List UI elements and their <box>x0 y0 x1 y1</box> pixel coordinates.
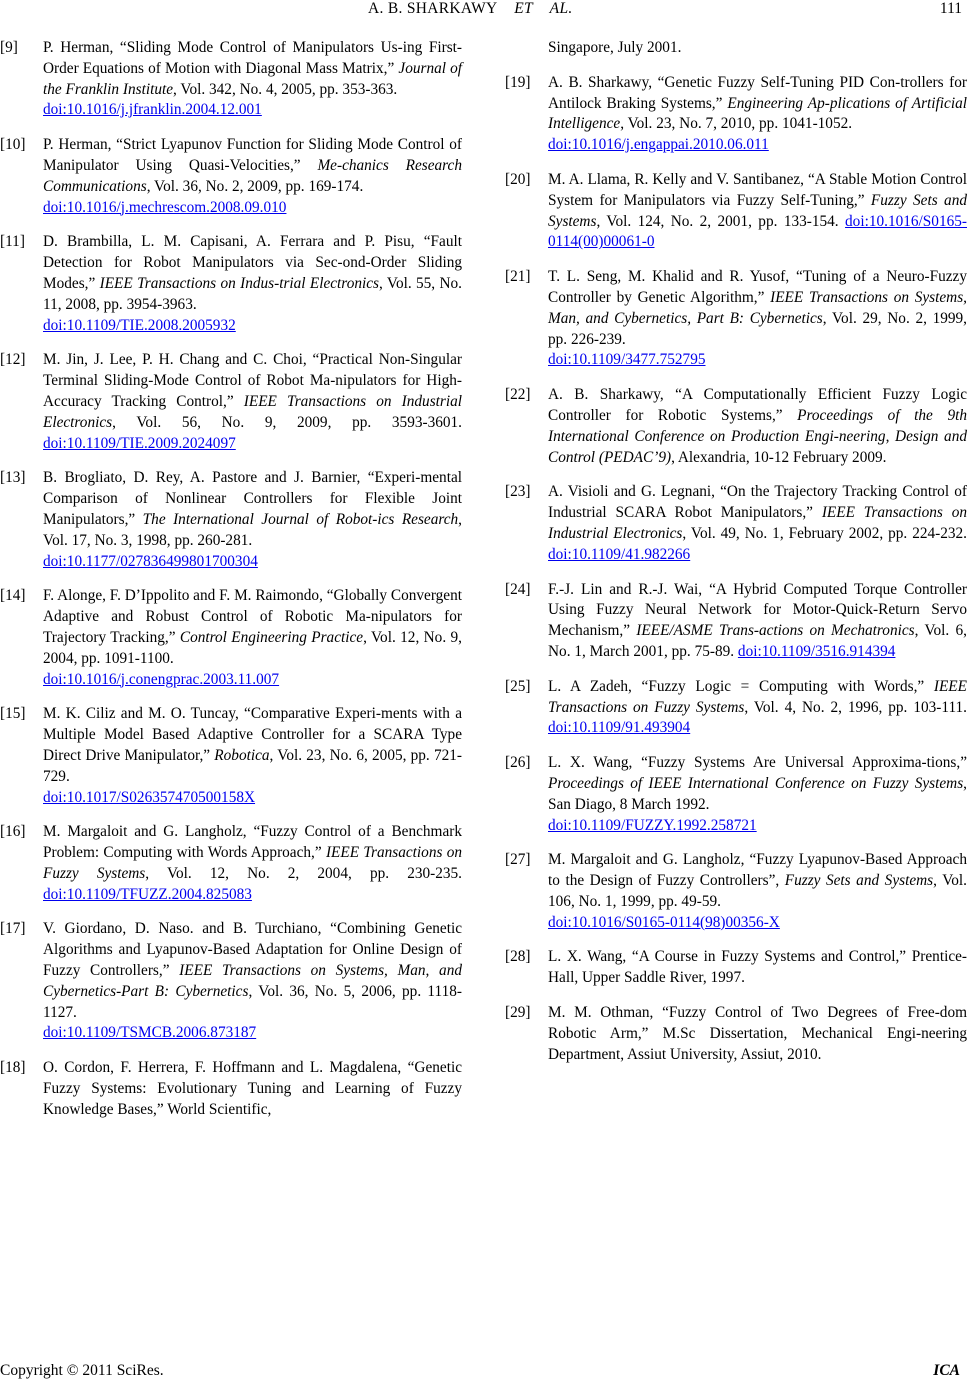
reference-details: , Vol. 124, No. 2, 2001, pp. 133-154. <box>596 212 846 230</box>
reference-text: V. Giordano, D. Naso. and B. Turchiano, “Combining Genetic Algorithms and Lyapunov-Based Adaptation for Online Design of Fuzzy Controllers,” <box>43 920 462 980</box>
reference-number: [27] <box>505 851 531 869</box>
reference-text: M. K. Ciliz and M. O. Tuncay, “Comparative Experi-ments with a Multiple Model Based Adaptive Controller for a SCARA Type Direct Drive Manipulator,” <box>43 705 462 764</box>
reference-text: M. A. Llama, R. Kelly and V. Santibanez, “A Stable Motion Control System for Manipulators via Fuzzy Self-Tuning,” <box>548 170 967 209</box>
reference-text: P. Herman, “Strict Lyapunov Function for Sliding Mode Control of Manipulator Using Quasi-Velocities,” <box>43 136 462 174</box>
reference-text: Singapore, July 2001. <box>548 39 682 56</box>
reference-number: [13] <box>0 469 26 487</box>
reference-text: M. M. Othman, “Fuzzy Control of Two Degrees of Free-dom Robotic Arm,” M.Sc Dissertation, Mechanical Engi-neering Department, Assiut University, Assiut, 2010. <box>548 1004 967 1063</box>
et-text: ET <box>514 0 533 17</box>
page-number: 111 <box>939 0 962 17</box>
doi-link[interactable]: doi:10.1016/S0165-0114(00)00061-0 <box>548 212 967 251</box>
reference-details: , Vol. 6, No. 1, March 2001, pp. 75-89. <box>548 622 968 660</box>
reference-entry <box>0 232 462 336</box>
reference-text: P. Herman, “Sliding Mode Control of Manipulators Us-ing First-Order Equations of Motion with Diagonal Mass Matrix,” <box>43 39 462 77</box>
reference-details: , Alexandria, 10-12 February 2009. <box>671 448 887 466</box>
doi-link[interactable]: doi:10.1016/j.engappai.2010.06.011 <box>548 136 769 154</box>
reference-number: [11] <box>0 233 25 251</box>
reference-number: [12] <box>0 351 26 369</box>
reference-text: L. A Zadeh, “Fuzzy Logic = Computing with Words,” <box>548 677 934 695</box>
reference-number: [19] <box>505 73 531 91</box>
reference-details: , Vol. 23, No. 6, 2005, pp. 721-729. <box>43 746 463 785</box>
reference-source: Proceedings of IEEE International Conference on Fuzzy Systems <box>548 774 964 792</box>
reference-source: IEEE Transactions on Systems, Man, and Cybernetics, Part B: Cybernetics <box>548 288 967 327</box>
doi-link[interactable]: doi:10.1109/3477.752795 <box>548 351 706 369</box>
reference-text: M. Margaloit and G. Langholz, “Fuzzy Control of a Benchmark Problem: Computing with Words Approach,” <box>43 823 462 862</box>
reference-number: [10] <box>0 136 26 154</box>
doi-link[interactable]: doi:10.1016/j.mechrescom.2008.09.010 <box>43 198 287 216</box>
reference-entry <box>505 170 967 253</box>
reference-number: [18] <box>0 1059 26 1077</box>
doi-link[interactable]: doi:10.1109/TSMCB.2006.873187 <box>43 1024 257 1042</box>
reference-number: [16] <box>0 823 26 841</box>
doi-link[interactable]: doi:10.1017/S026357470500158X <box>43 788 256 806</box>
reference-number: [21] <box>505 268 531 286</box>
reference-number: [26] <box>505 754 531 772</box>
reference-entry <box>505 385 967 468</box>
reference-number: [22] <box>505 386 531 404</box>
reference-entry <box>505 38 967 59</box>
reference-details: , Vol. 4, No. 2, 1996, pp. 103-111. <box>744 698 967 716</box>
reference-source: Fuzzy Sets and Systems <box>548 191 967 230</box>
doi-link[interactable]: doi:10.1016/S0165-0114(98)00356-X <box>548 913 780 931</box>
reference-source: IEEE Transactions on Indus-trial Electronics <box>99 274 379 292</box>
reference-text: F. Alonge, F. D’Ippolito and F. M. Raimondo, “Globally Convergent Adaptive and Robust Control of Robotic Ma-nipulators for Trajectory Tracking,” <box>43 587 462 646</box>
reference-text: D. Brambilla, L. M. Capisani, A. Ferrara and P. Pisu, “Fault Detection for Robot Manipulators via Sec-ond-Order Sliding Modes,” <box>43 233 462 292</box>
reference-number: [24] <box>505 580 531 598</box>
reference-details: , Vol. 23, No. 7, 2010, pp. 1041-1052. <box>620 115 853 133</box>
reference-details: , Vol. 36, No. 5, 2006, pp. 1118-1127. <box>43 982 462 1021</box>
reference-entry <box>505 267 967 371</box>
reference-text: T. L. Seng, M. Khalid and R. Yusof, “Tuning of a Neuro-Fuzzy Controller by Genetic Algorithm,” <box>548 268 967 306</box>
reference-details: , Vol. 106, No. 1, 1999, pp. 49-59. <box>548 872 967 910</box>
reference-entry <box>505 580 967 663</box>
reference-entry <box>505 947 967 989</box>
reference-source: IEEE Transactions on Systems, Man, and Cybernetics-Part B: Cybernetics <box>43 962 462 1000</box>
reference-entry <box>505 850 967 933</box>
running-title <box>368 0 573 18</box>
al-text: AL. <box>549 0 573 17</box>
reference-entry <box>505 1003 967 1065</box>
reference-number: [14] <box>0 587 26 605</box>
reference-text: M. Margaloit and G. Langholz, “Fuzzy Lyapunov-Based Approach to the Design of Fuzzy Controllers”, <box>548 851 967 890</box>
reference-number: [23] <box>505 483 531 501</box>
doi-link[interactable]: doi:10.1016/j.conengprac.2003.11.007 <box>43 670 280 688</box>
reference-number: [28] <box>505 948 531 966</box>
reference-text: L. X. Wang, “A Course in Fuzzy Systems and Control,” Prentice-Hall, Upper Saddle River, 1997. <box>548 948 967 987</box>
reference-entry <box>0 704 462 808</box>
reference-details: , Vol. 12, No. 9, 2004, pp. 1091-1100. <box>43 628 462 667</box>
reference-number: [20] <box>505 170 531 188</box>
reference-entry <box>0 822 462 905</box>
reference-number: [29] <box>505 1004 531 1022</box>
reference-entry <box>505 482 967 565</box>
reference-entry <box>0 586 462 690</box>
reference-source: Control Engineering Practice <box>179 628 364 646</box>
reference-source: IEEE Transactions on Industrial Electronics <box>548 504 968 542</box>
reference-number: [25] <box>505 677 531 695</box>
reference-text: A. B. Sharkawy, “Genetic Fuzzy Self-Tuning PID Con-trollers for Antilock Braking Systems,” <box>548 73 967 112</box>
doi-link[interactable]: doi:10.1109/3516.914394 <box>737 642 896 660</box>
reference-entry <box>505 677 967 739</box>
reference-source: IEEE/ASME Trans-actions on Mechatronics <box>636 622 915 640</box>
reference-source: IEEE Transactions on Industrial Electronics <box>43 392 462 431</box>
reference-source: Journal of the Franklin Institute <box>43 59 463 98</box>
reference-entry <box>0 135 462 218</box>
references-column-right <box>505 38 967 1079</box>
reference-entry <box>0 919 462 1044</box>
reference-entry <box>0 38 462 121</box>
reference-source: IEEE Transactions on Fuzzy Systems <box>548 677 967 716</box>
reference-number: [17] <box>0 920 26 938</box>
author-names: A. B. SHARKAWY <box>368 0 498 17</box>
reference-entry <box>505 73 967 156</box>
doi-link[interactable]: doi:10.1109/TIE.2009.2024097 <box>43 434 236 452</box>
reference-source: Engineering Ap-plications of Artificial Intelligence <box>548 94 967 133</box>
reference-details: , Vol. 29, No. 2, 1999, pp. 226-239. <box>548 309 968 348</box>
reference-entry <box>505 753 967 836</box>
reference-number: [9] <box>0 39 18 56</box>
reference-details: , San Diago, 8 March 1992. <box>548 774 967 813</box>
reference-details: , Vol. 56, No. 9, 2009, pp. 3593-3601. <box>112 413 462 431</box>
reference-text: M. Jin, J. Lee, P. H. Chang and C. Choi, “Practical Non-Singular Terminal Sliding-Mode Control of Robot Ma-nipulators for High-Accuracy Tracking Control,” <box>43 351 462 410</box>
reference-text: F.-J. Lin and R.-J. Wai, “A Hybrid Computed Torque Controller Using Fuzzy Neural Network for Motor-Quick-Return Servo Mechanism,” <box>548 580 967 640</box>
reference-source: IEEE Transactions on Fuzzy Systems <box>43 844 463 882</box>
reference-text: O. Cordon, F. Herrera, F. Hoffmann and L. Magdalena, “Genetic Fuzzy Systems: Evolutionary Tuning and Learning of Fuzzy Knowledge Bases,” World Scientific, <box>43 1059 462 1118</box>
reference-number: [15] <box>0 705 26 723</box>
reference-source: Me-chanics Research Communications <box>43 156 462 195</box>
reference-details: , Vol. 36, No. 2, 2009, pp. 169-174. <box>146 177 364 195</box>
reference-details: , Vol. 49, No. 1, February 2002, pp. 224-232. <box>682 524 967 542</box>
doi-link[interactable]: doi:10.1109/91.493904 <box>548 719 691 737</box>
reference-text: B. Brogliato, D. Rey, A. Pastore and J. Barnier, “Experi-mental Comparison of Nonlinear Controllers for Flexible Joint Manipulators,” <box>43 469 462 528</box>
reference-details: , Vol. 12, No. 2, 2004, pp. 230-235. <box>145 864 463 882</box>
reference-source: Fuzzy Sets and Systems <box>784 872 934 890</box>
reference-details: , Vol. 17, No. 3, 1998, pp. 260-281. <box>43 510 462 549</box>
doi-link[interactable]: doi:10.1109/TFUZZ.2004.825083 <box>43 885 252 903</box>
reference-text: A. Visioli and G. Legnani, “On the Trajectory Tracking Control of Industrial SCARA Robot Manipulators,” <box>548 483 967 522</box>
reference-entry <box>0 1058 462 1120</box>
reference-source: Robotica <box>214 746 270 764</box>
reference-entry <box>0 350 462 454</box>
reference-details: , Vol. 342, No. 4, 2005, pp. 353-363. <box>173 80 398 98</box>
copyright-notice: Copyright © 2011 SciRes. <box>0 1362 164 1379</box>
reference-source: Proceedings of the 9th International Conference on Production Engi-neering, Design and Control (PEDAC’9) <box>548 406 967 466</box>
doi-link[interactable]: doi:10.1109/FUZZY.1992.258721 <box>548 816 757 834</box>
references-column-left <box>0 38 462 1135</box>
running-header <box>0 0 968 24</box>
doi-link[interactable]: doi:10.1109/41.982266 <box>548 545 691 563</box>
reference-text: L. X. Wang, “Fuzzy Systems Are Universal Approxima-tions,” <box>548 754 967 772</box>
doi-link[interactable]: doi:10.1109/TIE.2008.2005932 <box>43 316 236 334</box>
reference-entry <box>0 468 462 572</box>
reference-source: The International Journal of Robot-ics Research <box>142 510 459 528</box>
reference-text: A. B. Sharkawy, “A Computationally Efficient Fuzzy Logic Controller for Robotic Systems,” <box>548 386 967 424</box>
reference-details: , Vol. 55, No. 11, 2008, pp. 3954-3963. <box>43 274 462 313</box>
doi-link[interactable]: doi:10.1016/j.jfranklin.2004.12.001 <box>43 101 262 119</box>
doi-link[interactable]: doi:10.1177/027836499801700304 <box>43 552 258 570</box>
journal-abbrev: ICA <box>933 1362 960 1379</box>
